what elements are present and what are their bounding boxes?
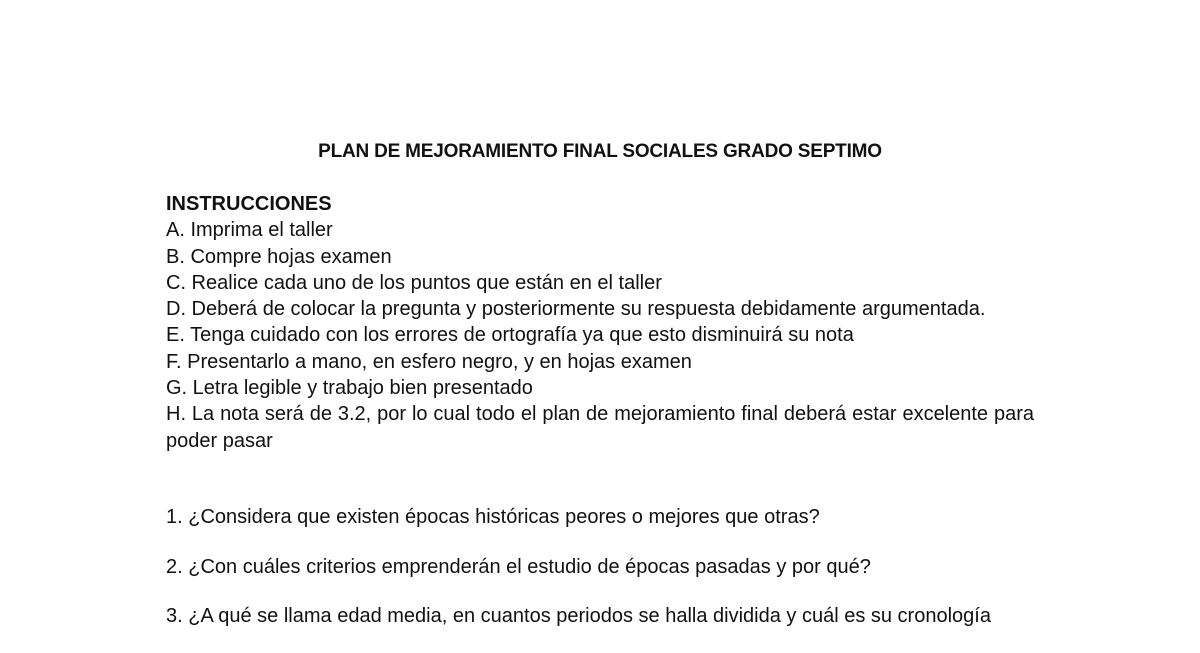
- instruction-item: G. Letra legible y trabajo bien presentado: [166, 377, 533, 400]
- instruction-item: H. La nota será de 3.2, por lo cual todo el plan de mejoramiento final deberá estar excelente para poder pasar: [166, 403, 1034, 452]
- instructions-section: [166, 191, 1034, 454]
- instruction-item: C. Realice cada uno de los puntos que están en el taller: [166, 271, 662, 294]
- instructions-heading: INSTRUCCIONES: [166, 193, 332, 215]
- instruction-item: B. Compre hojas examen: [166, 245, 392, 268]
- question-item: 3. ¿A qué se llama edad media, en cuantos periodos se halla dividida y cuál es su cronología: [166, 605, 991, 627]
- document-title: PLAN DE MEJORAMIENTO FINAL SOCIALES GRADO SEPTIMO: [318, 141, 882, 162]
- instructions-list: [166, 217, 1034, 454]
- instruction-item: F. Presentarlo a mano, en esfero negro, y en hojas examen: [166, 350, 692, 373]
- instruction-item: A. Imprima el taller: [166, 219, 333, 242]
- instruction-item: E. Tenga cuidado con los errores de ortografía ya que esto disminuirá su nota: [166, 324, 854, 347]
- questions-list: [166, 504, 1034, 653]
- question-item: 1. ¿Considera que existen épocas históricas peores o mejores que otras?: [166, 506, 820, 528]
- instruction-item: D. Deberá de colocar la pregunta y posteriormente su respuesta debidamente argumentada.: [166, 298, 986, 321]
- question-item: 2. ¿Con cuáles criterios emprenderán el estudio de épocas pasadas y por qué?: [166, 555, 871, 578]
